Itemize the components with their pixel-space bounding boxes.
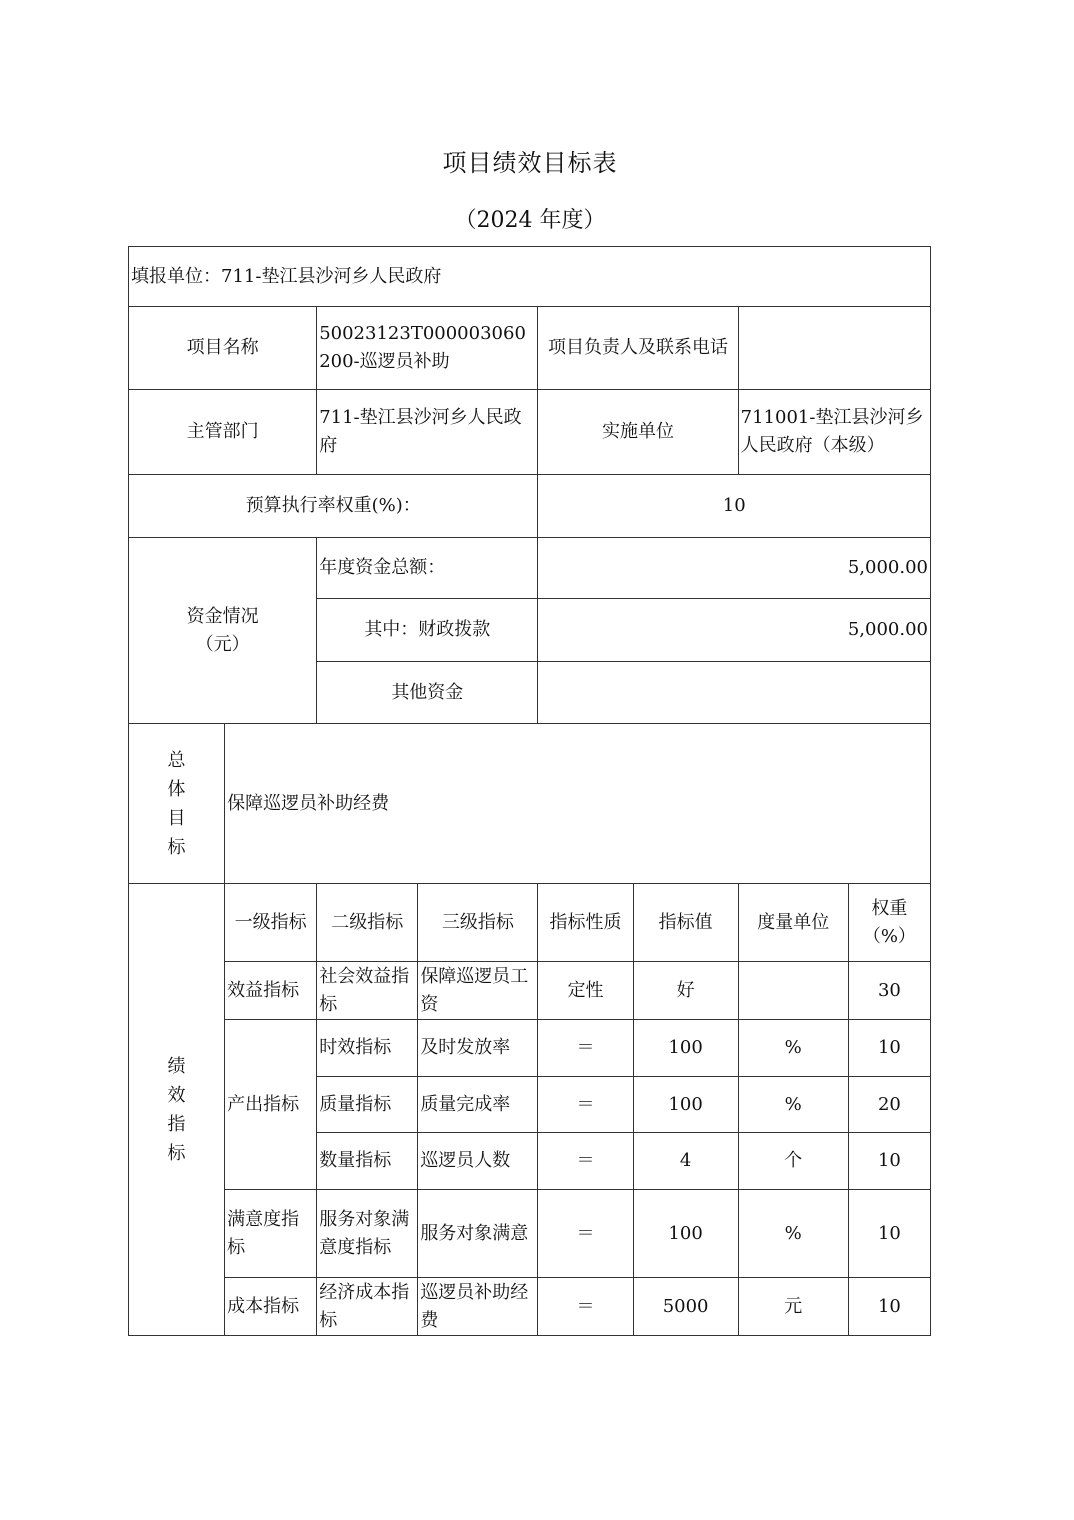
goal-value: 保障巡逻员补助经费 [225,724,931,884]
header-nature: 指标性质 [538,884,633,962]
weight-cell: 10 [848,1133,930,1190]
page-title: 项目绩效目标表 [442,149,618,177]
table-row [129,1190,931,1278]
level2-cell: 时效指标 [317,1020,418,1077]
level2-cell: 社会效益指标 [317,962,418,1020]
header-level2: 二级指标 [317,884,418,962]
level3-cell: 巡逻员补助经费 [418,1278,538,1336]
fiscal-value: 5,000.00 [538,599,931,662]
performance-table [128,246,931,1336]
header-unit: 度量单位 [738,884,848,962]
level1-cell: 效益指标 [225,962,317,1020]
owner-label: 项目负责人及联系电话 [538,307,738,390]
indicators-section-label: 绩效指标 [129,884,225,1336]
header-value: 指标值 [633,884,738,962]
nature-cell: ＝ [538,1278,633,1336]
unit-cell: % [738,1020,848,1077]
unit-cell: % [738,1190,848,1278]
nature-cell: ＝ [538,1020,633,1077]
level3-cell: 巡逻员人数 [418,1133,538,1190]
project-name-value: 50023123T000003060200-巡逻员补助 [317,307,538,390]
nature-cell: 定性 [538,962,633,1020]
level1-cell: 成本指标 [225,1278,317,1336]
level2-cell: 经济成本指标 [317,1278,418,1336]
level3-cell: 质量完成率 [418,1077,538,1133]
level3-cell: 保障巡逻员工资 [418,962,538,1020]
level2-cell: 服务对象满意度指标 [317,1190,418,1278]
nature-cell: ＝ [538,1077,633,1133]
level3-cell: 及时发放率 [418,1020,538,1077]
value-cell: 100 [633,1020,738,1077]
weight-cell: 20 [848,1077,930,1133]
header-weight: 权重（%） [848,884,930,962]
page-subtitle: （2024 年度） [454,208,606,233]
level1-cell: 产出指标 [225,1020,317,1190]
unit-cell: % [738,1077,848,1133]
level2-cell: 质量指标 [317,1077,418,1133]
unit-cell [738,962,848,1020]
other-funds-value [538,662,931,724]
annual-total-value: 5,000.00 [538,538,931,599]
weight-cell: 30 [848,962,930,1020]
level2-cell: 数量指标 [317,1133,418,1190]
table-row [129,962,931,1020]
owner-value [738,307,930,390]
impl-value: 711001-垫江县沙河乡人民政府（本级） [738,390,930,475]
table-row [129,1020,931,1077]
header-level1: 一级指标 [225,884,317,962]
fiscal-label: 其中：财政拨款 [317,599,538,662]
level3-cell: 服务对象满意 [418,1190,538,1278]
value-cell: 好 [633,962,738,1020]
weight-cell: 10 [848,1020,930,1077]
fill-unit: 填报单位：711-垫江县沙河乡人民政府 [129,247,931,307]
value-cell: 100 [633,1190,738,1278]
annual-total-label: 年度资金总额： [317,538,538,599]
nature-cell: ＝ [538,1133,633,1190]
weight-cell: 10 [848,1190,930,1278]
funds-label: 资金情况（元） [129,538,317,724]
impl-label: 实施单位 [538,390,738,475]
budget-weight-value: 10 [538,475,931,538]
table-row [129,1278,931,1336]
budget-weight-label: 预算执行率权重(%)： [129,475,538,538]
unit-cell: 元 [738,1278,848,1336]
value-cell: 4 [633,1133,738,1190]
project-name-label: 项目名称 [129,307,317,390]
dept-label: 主管部门 [129,390,317,475]
dept-value: 711-垫江县沙河乡人民政府 [317,390,538,475]
unit-cell: 个 [738,1133,848,1190]
nature-cell: ＝ [538,1190,633,1278]
weight-cell: 10 [848,1278,930,1336]
other-funds-label: 其他资金 [317,662,538,724]
header-level3: 三级指标 [418,884,538,962]
goal-label: 总体目标 [129,724,225,884]
value-cell: 5000 [633,1278,738,1336]
level1-cell: 满意度指标 [225,1190,317,1278]
value-cell: 100 [633,1077,738,1133]
